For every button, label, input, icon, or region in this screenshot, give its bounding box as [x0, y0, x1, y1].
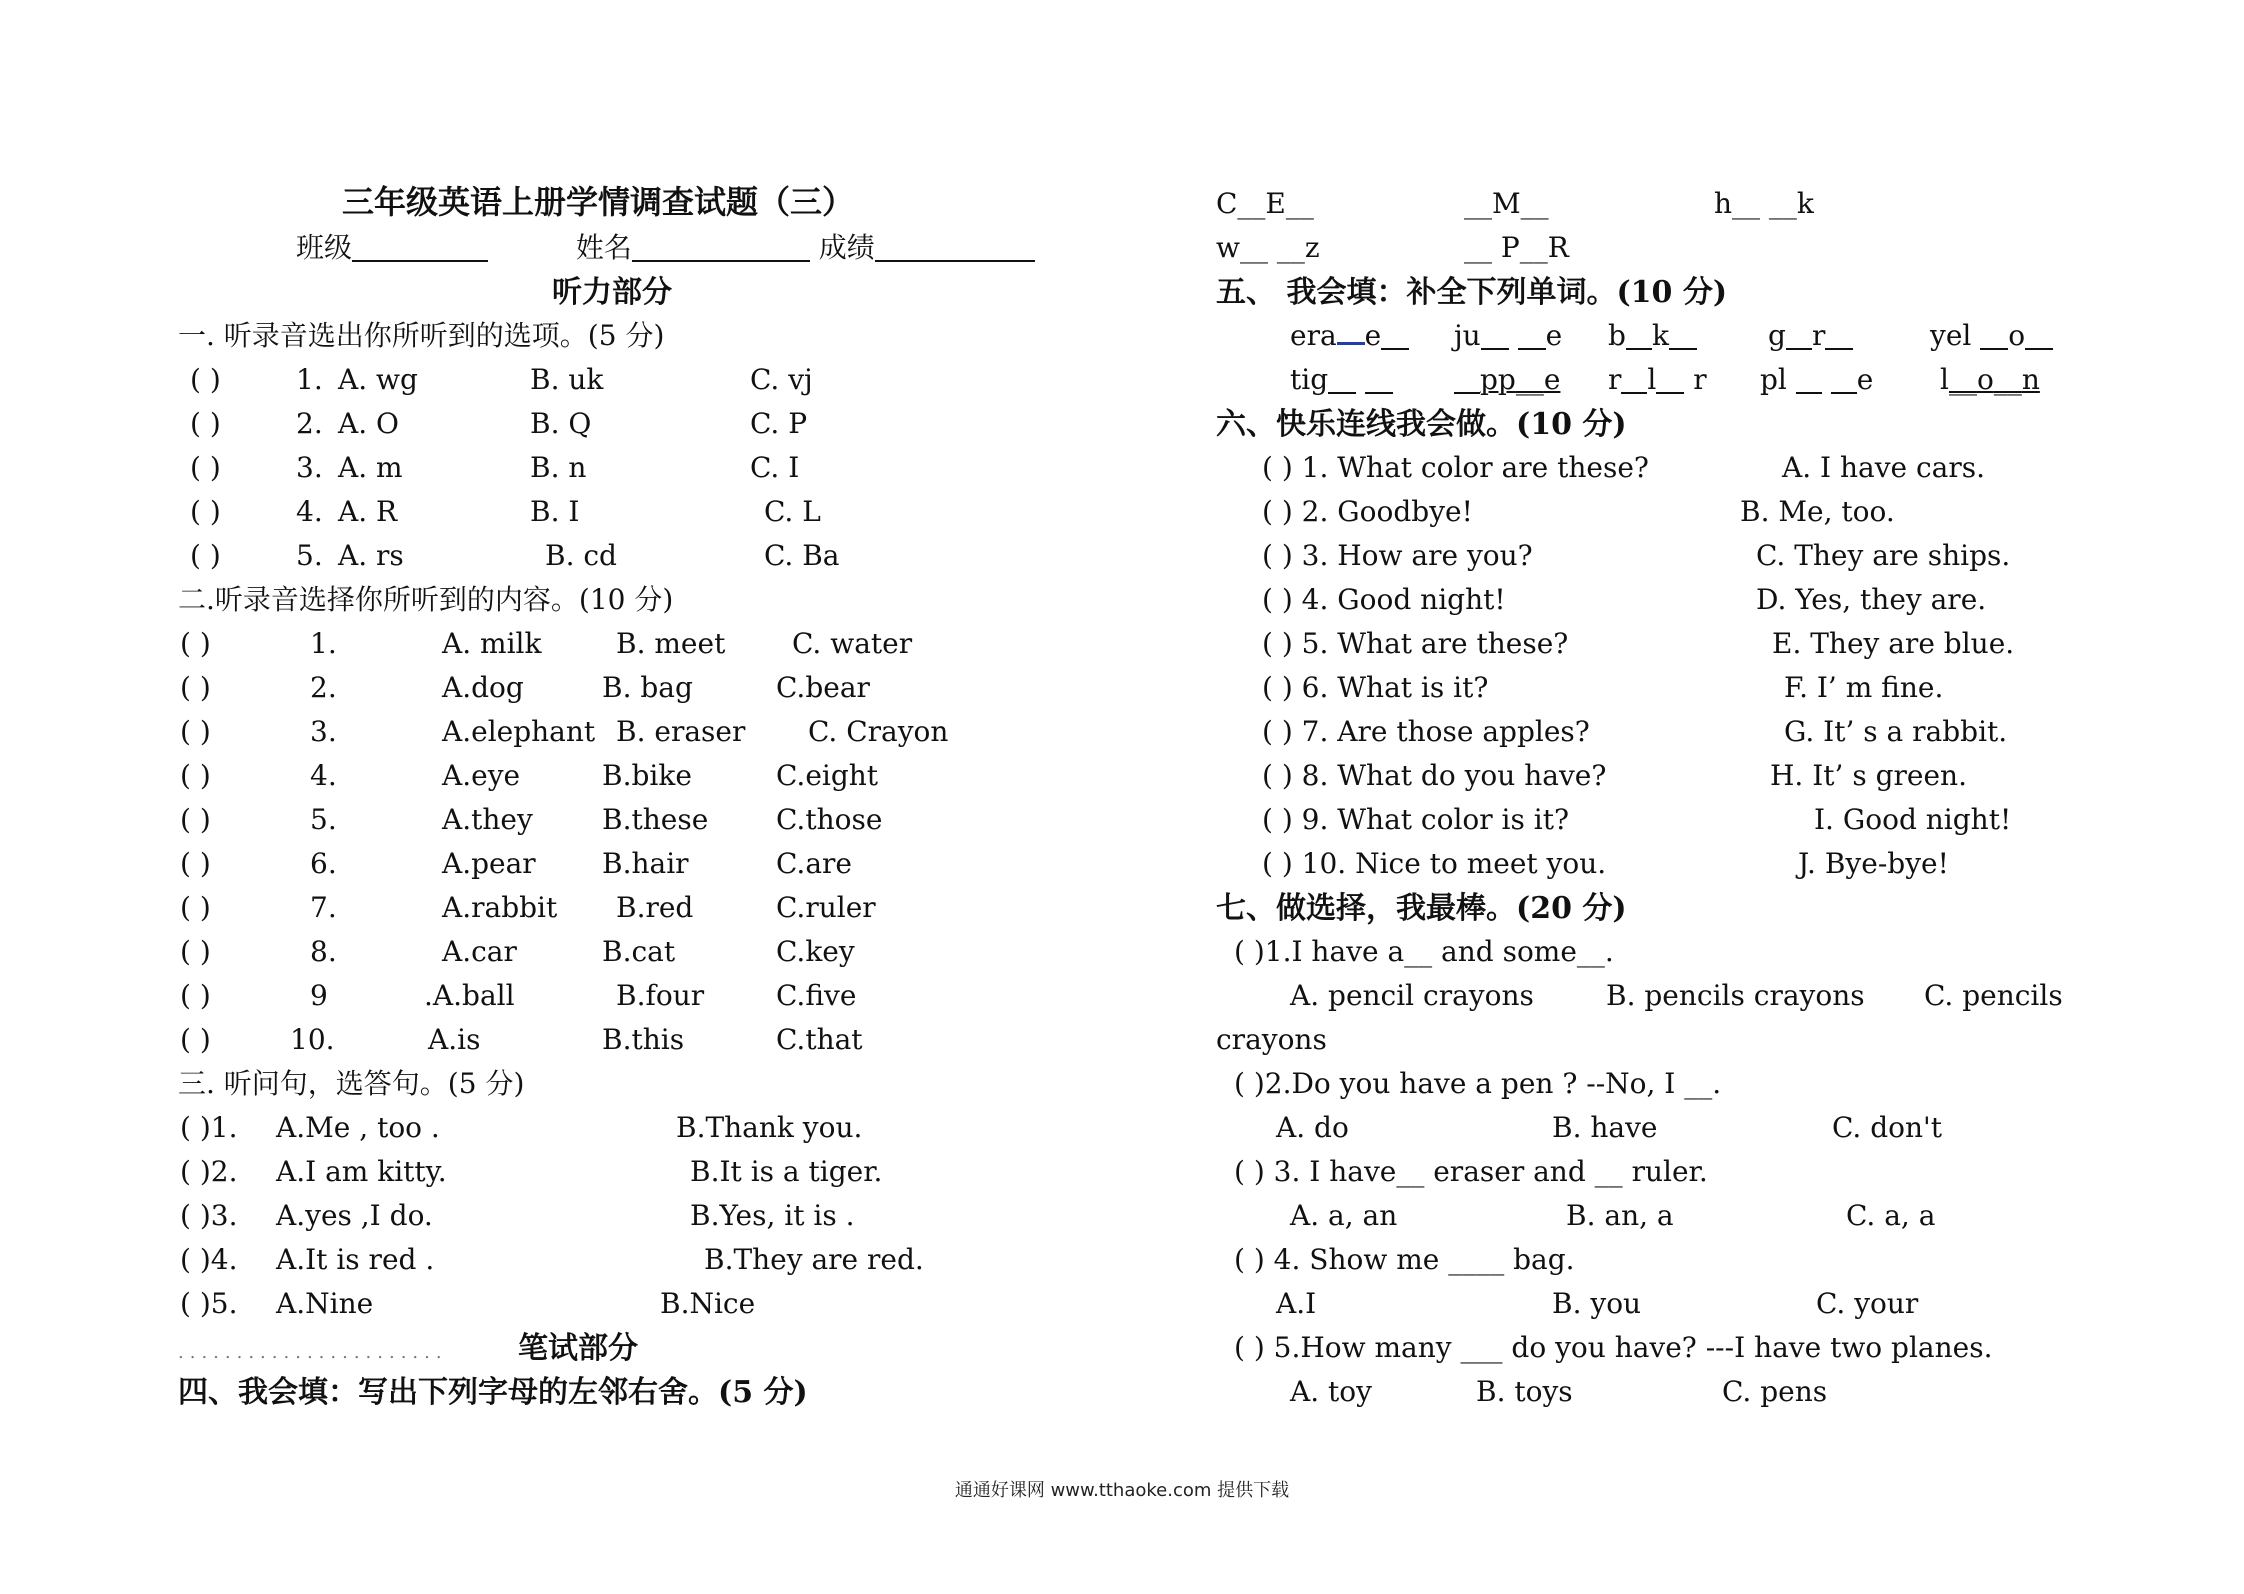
footer-source: 通通好课网 www.tthaoke.com 提供下载	[954, 1480, 1290, 1501]
section-4-heading: 四、我会填：写出下列字母的左邻右舍。(5 分)	[178, 1375, 808, 1410]
word-item: r l r	[1608, 363, 1707, 396]
word-item: era e	[1290, 322, 1409, 350]
blank[interactable]	[1481, 344, 1509, 350]
written-heading: 笔试部分	[518, 1331, 638, 1366]
blank[interactable]	[1626, 344, 1652, 350]
answer-bracket[interactable]: ( )	[180, 891, 211, 924]
question-number[interactable]: ( )1.	[180, 1111, 238, 1144]
word-item: yel o	[1930, 322, 2053, 350]
answer-bracket[interactable]: ( )	[180, 715, 211, 748]
question-5: ( ) 5.How many ___ do you have? ---I have two planes.	[1234, 1331, 1993, 1364]
question-4: ( ) 4. Show me ____ bag.	[1234, 1243, 1575, 1276]
blank[interactable]	[2025, 344, 2053, 350]
answer-bracket[interactable]: ( )	[190, 407, 221, 440]
class-blank[interactable]	[352, 236, 488, 262]
exam-page: 三年级英语上册学情调查试题（三） 班级 姓名 成绩 听力部分 一. 听录音选出你所听到的选项。(5 分) ( ) 1. A. wg B. uk C. vj ( ) 2. A. O B. Q C. P ( ) 3. A. m B. n C. I ( ) 4. A. R B. I C. L ( ) 5. A. rs B. cd C. Ba 二.听录音选择你所听到的内容。(10 分) ( ) 1. A. milk B. meet C. water ( ) 2. A.dog B. bag C.bear ( ) 3. A.elephant B. eraser C. Crayon ( ) 4. A.eye B.bike C.eight ( ) 5. A.they B.these C.those ( ) 6. A.pear B.hair C.are ( ) 7. A.rabbit B.red C.ruler ( ) 8. A.car B.cat C.key ( ) 9 .A.ball B.four C.five ( ) 10. A.is B.this C.that 三. 听问句，选答句。(5 分) ( )1. A.Me , too . B.Thank you. ( )2. A.I am kitty. B.It is a tiger. ( )3. A.yes ,I do. B.Yes, it is . ( )4. A.It is red . B.They are red. ( )5. A.Nine B.Nice ....................... 笔试部分 四、我会填：写出下列字母的左邻右舍。(5 分) C__E__ __M__ h__ __k w__ __z __ P__R 五、 我会填：补全下列单词。(10 分) era e ju e b k g r yel o tig pp__e r l r pl e l__o__n 六、快乐连线我会做。(10 分) ( ) 1. What color are these? A. I have cars. ( ) 2. Goodbye! B. Me, too. ( ) 3. How are you? C. They are ships. ( ) 4. Good night! D. Yes, they are. ( ) 5. What are these? E. They are blue. ( ) 6. What is it? F. I’ m fine. ( ) 7. Are those apples? G. It’ s a rabbit. ( ) 8. What do you have? H. It’ s green. ( ) 9. What color is it? I. Good night! ( ) 10. Nice to meet you. J. Bye-bye! 七、做选择，我最棒。(20 分) ( )1.I have a__ and some__. A. pencil crayons B. pencils crayons C. pencils crayons ( )2.Do you have a pen ? --No, I __. A. do B. have C. don't ( ) 3. I have__ eraser and __ ruler. A. a, an B. an, a C. a, a ( ) 4. Show me ____ bag. A.I B. you C. your ( ) 5.How many ___ do you have? ---I have two planes. A. toy B. toys C. pens 通通好课网 www.tthaoke.com 提供下载	[0, 0, 2244, 1594]
answer-bracket[interactable]: ( )	[180, 627, 211, 660]
blank[interactable]	[1980, 344, 2008, 350]
word-item: g r	[1768, 322, 1853, 350]
blank[interactable]	[1328, 388, 1356, 394]
answer-bracket[interactable]: ( )	[190, 495, 221, 528]
blank[interactable]	[1669, 344, 1697, 350]
answer-bracket[interactable]: ( )	[180, 1023, 211, 1056]
word-item: b k	[1608, 322, 1697, 350]
word-item: pl e	[1760, 363, 1874, 396]
section-7-heading: 七、做选择，我最棒。(20 分)	[1216, 891, 1627, 926]
student-info-row	[296, 231, 1035, 264]
question-number[interactable]: ( )2.	[180, 1155, 238, 1188]
blank[interactable]	[1381, 344, 1409, 350]
section-3-heading: 三. 听问句，选答句。(5 分)	[178, 1067, 525, 1100]
answer-bracket[interactable]: ( )	[180, 979, 211, 1012]
blank[interactable]	[1825, 344, 1853, 350]
answer-bracket[interactable]: ( )	[180, 847, 211, 880]
answer-bracket[interactable]: ( )	[180, 935, 211, 968]
blank[interactable]	[1621, 388, 1647, 394]
blank[interactable]	[1518, 344, 1546, 350]
name-blank[interactable]	[632, 236, 810, 262]
section-2-heading: 二.听录音选择你所听到的内容。(10 分)	[178, 583, 674, 616]
name-label: 姓名	[575, 231, 632, 264]
class-label: 班级	[296, 231, 353, 264]
question-1: ( )1.I have a__ and some__.	[1234, 935, 1614, 968]
word-item: pp__e	[1454, 366, 1560, 394]
question-number[interactable]: ( )5.	[180, 1287, 238, 1320]
blank[interactable]	[1831, 388, 1857, 394]
question-number[interactable]: ( )4.	[180, 1243, 238, 1276]
dotted-separator: .......................	[178, 1342, 448, 1363]
word-item: ju e	[1454, 319, 1563, 352]
question-3: ( ) 3. I have__ eraser and __ ruler.	[1234, 1155, 1708, 1188]
answer-bracket[interactable]: ( )	[180, 671, 211, 704]
blank[interactable]	[1656, 388, 1684, 394]
answer-bracket[interactable]: ( )	[190, 363, 221, 396]
section-5-heading: 五、 我会填：补全下列单词。(10 分)	[1216, 275, 1728, 310]
score-blank[interactable]	[875, 236, 1035, 262]
page-title: 三年级英语上册学情调查试题（三）	[342, 183, 855, 221]
answer-bracket[interactable]: ( )	[180, 759, 211, 792]
answer-bracket[interactable]: ( )	[180, 803, 211, 836]
question-1-wrap: crayons	[1216, 1023, 1327, 1056]
section-1-heading: 一. 听录音选出你所听到的选项。(5 分)	[178, 319, 665, 352]
section-6-heading: 六、快乐连线我会做。(10 分)	[1216, 407, 1627, 442]
score-label: 成绩	[818, 231, 875, 264]
question-number[interactable]: ( )3.	[180, 1199, 238, 1232]
blank[interactable]	[1365, 388, 1393, 394]
word-item: tig	[1290, 366, 1393, 394]
listening-heading: 听力部分	[552, 275, 672, 310]
word-item: l__o__n	[1940, 363, 2040, 396]
answer-bracket[interactable]: ( )	[190, 451, 221, 484]
question-2: ( )2.Do you have a pen ? --No, I __.	[1234, 1067, 1722, 1100]
blank[interactable]	[1796, 388, 1822, 394]
answer-bracket[interactable]: ( )	[190, 539, 221, 572]
blank[interactable]	[1454, 388, 1480, 394]
blank[interactable]	[1337, 342, 1365, 345]
blank[interactable]	[1786, 344, 1812, 350]
